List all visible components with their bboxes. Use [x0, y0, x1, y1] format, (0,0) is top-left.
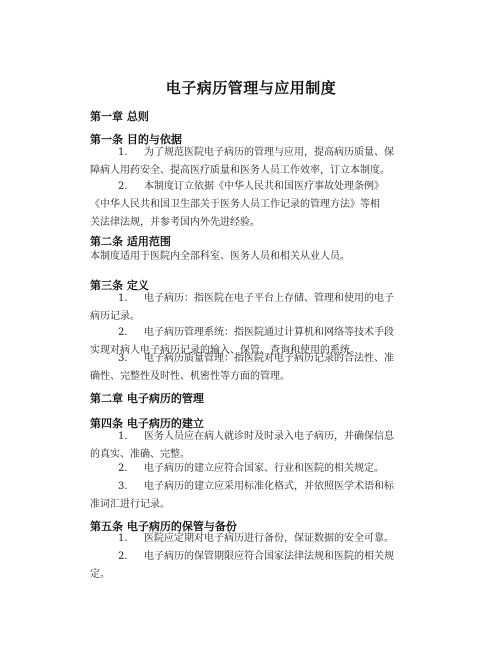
article-4-paragraph-2 [90, 460, 430, 478]
paragraph-line: 病历记录。 [90, 311, 140, 322]
paragraph-line: 障病人用药安全、提高医疗质量和医务人员工作效率，订立本制度。 [90, 165, 390, 176]
paragraph-line: 电子病历的建立应符合国家、行业和医院的相关规定。 [144, 463, 384, 474]
paragraph-line: 实现对病人电子病历记录的输入、保管、查询和使用的系统。 [90, 345, 360, 356]
paragraph-line: 定。 [90, 569, 110, 580]
article-3-paragraph-3 [90, 350, 430, 386]
item-number: 1. [118, 431, 128, 442]
item-number: 2. [118, 463, 128, 474]
article-3-paragraph-1 [90, 290, 430, 326]
article-1-heading: 第一条 目的与依据 [90, 133, 182, 146]
article-1-paragraph-1 [90, 144, 430, 180]
paragraph-line: 电子病历管理系统：指医院通过计算机和网络等技术手段 [144, 327, 394, 338]
article-5-paragraph-1 [90, 530, 430, 548]
item-number: 2. [118, 327, 128, 338]
article-2-heading: 第二条 适用范围 [90, 235, 171, 248]
article-4-paragraph-1 [90, 428, 430, 464]
item-number: 3. [118, 353, 128, 364]
paragraph-line: 确性、完整性及时性、机密性等方面的管理。 [90, 371, 290, 382]
paragraph-line: 准词汇进行记录。 [90, 499, 170, 510]
paragraph-line: 本制度订立依据《中华人民共和国医疗事故处理条例》 [144, 181, 384, 192]
paragraph-line: 电子病历：指医院在电子平台上存储、管理和使用的电子 [144, 293, 394, 304]
paragraph-line: 为了规范医院电子病历的管理与应用，提高病历质量、保 [144, 147, 394, 158]
paragraph-line: 本制度适用于医院内全部科室、医务人员和相关从业人员。 [90, 251, 350, 262]
paragraph-line: 电子病历的保管期限应符合国家法律法规和医院的相关规 [144, 551, 394, 562]
paragraph-line: 《中华人民共和国卫生部关于医务人员工作记录的管理方法》等相 [90, 199, 380, 210]
item-number: 1. [118, 147, 128, 158]
paragraph-line: 医务人员应在病人就诊时及时录入电子病历，并确保信息 [144, 431, 394, 442]
item-number: 2. [118, 551, 128, 562]
article-2-paragraph [90, 248, 430, 266]
item-number: 3. [118, 481, 128, 492]
article-4-paragraph-3 [90, 478, 430, 514]
article-5-paragraph-2 [90, 548, 430, 584]
article-3-heading: 第三条 定义 [90, 279, 149, 292]
paragraph-line: 的真实、准确、完整。 [90, 449, 190, 460]
article-4-heading: 第四条 电子病历的建立 [90, 417, 204, 430]
paragraph-line: 医院应定期对电子病历进行备份，保证数据的安全可靠。 [144, 533, 394, 544]
chapter-1-heading: 第一章 总则 [90, 110, 149, 123]
document-title: 电子病历管理与应用制度 [165, 79, 337, 97]
item-number: 1. [118, 293, 128, 304]
item-number: 1. [118, 533, 128, 544]
chapter-2-heading: 第二章 电子病历的管理 [90, 392, 204, 405]
paragraph-line: 电子病历质量管理：指医院对电子病历记录的合法性、准 [144, 353, 394, 364]
article-5-heading: 第五条 电子病历的保管与备份 [90, 520, 237, 533]
item-number: 2. [118, 181, 128, 192]
article-1-paragraph-2 [90, 178, 430, 232]
paragraph-line: 关法律法规，并参考国内外先进经验。 [90, 217, 260, 228]
paragraph-line: 电子病历的建立应采用标准化格式，并依照医学术语和标 [144, 481, 394, 492]
